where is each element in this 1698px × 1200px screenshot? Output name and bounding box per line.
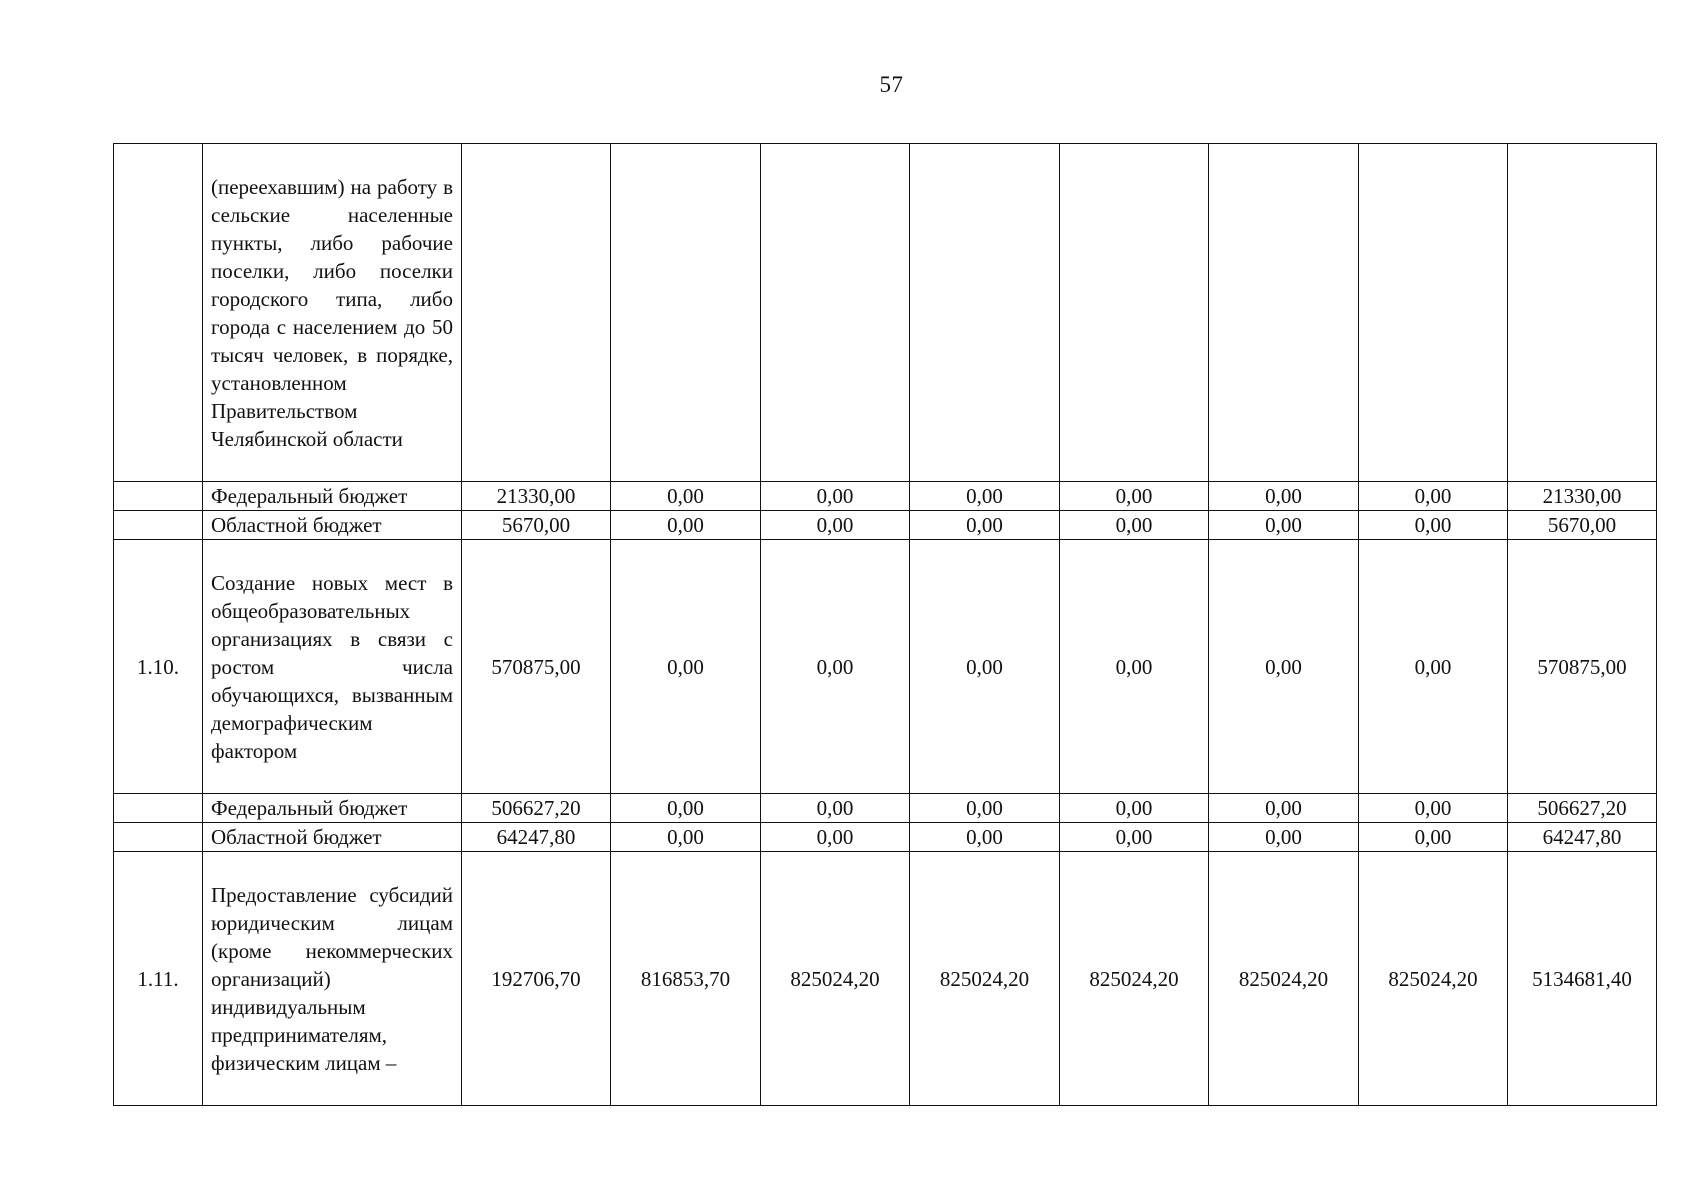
row-number <box>114 511 203 540</box>
row-description: Создание новых мест в общеобразовательных организациях в связи с ростом числа обучающихся, вызванным демографическим фактором <box>203 540 462 794</box>
value-cell <box>462 144 611 482</box>
value-cell: 825024,20 <box>1060 852 1209 1106</box>
value-cell: 0,00 <box>1359 794 1508 823</box>
value-cell: 5134681,40 <box>1508 852 1657 1106</box>
row-number <box>114 823 203 852</box>
value-cell: 570875,00 <box>462 540 611 794</box>
value-cell: 0,00 <box>1209 823 1359 852</box>
value-cell <box>1209 144 1359 482</box>
value-cell: 0,00 <box>1359 540 1508 794</box>
value-cell: 0,00 <box>611 794 761 823</box>
value-cell <box>761 144 910 482</box>
page-number: 57 <box>879 72 904 97</box>
value-cell: 5670,00 <box>462 511 611 540</box>
value-cell: 21330,00 <box>1508 482 1657 511</box>
value-cell: 0,00 <box>611 511 761 540</box>
value-cell: 570875,00 <box>1508 540 1657 794</box>
value-cell: 0,00 <box>611 482 761 511</box>
value-cell: 0,00 <box>1060 540 1209 794</box>
row-description: Предоставление субсидий юридическим лицам (кроме некоммерческих организаций) индивидуальным предпринимателям, физическим лицам – <box>203 852 462 1106</box>
value-cell: 0,00 <box>1209 540 1359 794</box>
row-description: (переехавшим) на работу в сельские населенные пункты, либо рабочие поселки, либо поселки городского типа, либо города с населением до 50 тысяч человек, в порядке, установленном Правительством Челябинской области <box>203 144 462 482</box>
value-cell: 0,00 <box>910 511 1060 540</box>
value-cell: 0,00 <box>761 482 910 511</box>
table-row <box>114 852 1657 1106</box>
value-cell: 0,00 <box>1209 482 1359 511</box>
table-row <box>114 823 1657 852</box>
row-number <box>114 144 203 482</box>
row-number: 1.11. <box>114 852 203 1106</box>
value-cell: 825024,20 <box>1359 852 1508 1106</box>
budget-table <box>113 143 1657 1106</box>
value-cell: 825024,20 <box>1209 852 1359 1106</box>
table-row <box>114 794 1657 823</box>
row-description: Федеральный бюджет <box>203 482 462 511</box>
row-number: 1.10. <box>114 540 203 794</box>
value-cell: 5670,00 <box>1508 511 1657 540</box>
value-cell: 816853,70 <box>611 852 761 1106</box>
value-cell <box>611 144 761 482</box>
row-number <box>114 482 203 511</box>
table-row <box>114 540 1657 794</box>
value-cell <box>1060 144 1209 482</box>
value-cell: 0,00 <box>611 823 761 852</box>
value-cell: 0,00 <box>761 794 910 823</box>
value-cell: 0,00 <box>910 540 1060 794</box>
value-cell: 0,00 <box>1209 794 1359 823</box>
value-cell: 0,00 <box>910 823 1060 852</box>
value-cell <box>1359 144 1508 482</box>
value-cell: 0,00 <box>1060 482 1209 511</box>
value-cell: 0,00 <box>761 540 910 794</box>
value-cell: 21330,00 <box>462 482 611 511</box>
value-cell: 825024,20 <box>910 852 1060 1106</box>
value-cell: 0,00 <box>910 794 1060 823</box>
value-cell: 64247,80 <box>1508 823 1657 852</box>
value-cell: 0,00 <box>761 511 910 540</box>
row-description: Федеральный бюджет <box>203 794 462 823</box>
value-cell: 0,00 <box>611 540 761 794</box>
value-cell: 0,00 <box>1060 511 1209 540</box>
row-number <box>114 794 203 823</box>
value-cell: 0,00 <box>1060 794 1209 823</box>
value-cell: 64247,80 <box>462 823 611 852</box>
value-cell: 0,00 <box>1209 511 1359 540</box>
value-cell: 506627,20 <box>462 794 611 823</box>
value-cell: 0,00 <box>1359 511 1508 540</box>
value-cell: 825024,20 <box>761 852 910 1106</box>
table-row <box>114 144 1657 482</box>
value-cell: 506627,20 <box>1508 794 1657 823</box>
value-cell <box>910 144 1060 482</box>
value-cell: 0,00 <box>910 482 1060 511</box>
table-row <box>114 511 1657 540</box>
value-cell: 0,00 <box>761 823 910 852</box>
row-description: Областной бюджет <box>203 823 462 852</box>
row-description: Областной бюджет <box>203 511 462 540</box>
value-cell: 0,00 <box>1359 482 1508 511</box>
value-cell: 192706,70 <box>462 852 611 1106</box>
table-row <box>114 482 1657 511</box>
value-cell: 0,00 <box>1359 823 1508 852</box>
value-cell <box>1508 144 1657 482</box>
value-cell: 0,00 <box>1060 823 1209 852</box>
